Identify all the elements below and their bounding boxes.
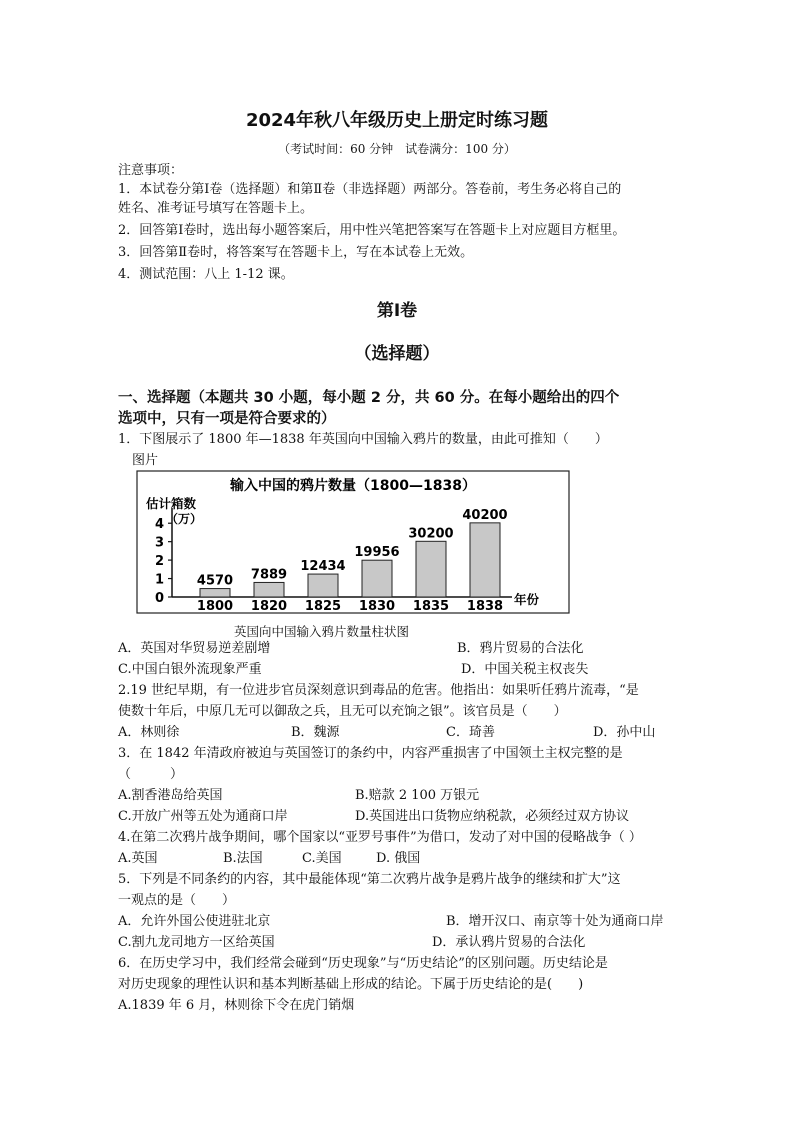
q2-option-c: C．琦善	[446, 725, 495, 740]
q3-stem-cont: （ ）	[118, 767, 184, 782]
exam-title: 2024年秋八年级历史上册定时练习题	[245, 110, 549, 131]
q3-option-c: C.开放广州等五处为通商口岸	[118, 809, 288, 824]
q5-stem-cont: 一观点的是（ ）	[118, 893, 236, 908]
chart-category-label: 1835	[412, 599, 450, 614]
chart-bar	[416, 541, 446, 597]
q5-option-a: A．允许外国公使进驻北京	[118, 914, 271, 929]
note-item: 2．回答第Ⅰ卷时，选出每小题答案后，用中性兴笔把答案写在答题卡上对应题目方框里。	[118, 223, 626, 238]
chart-value-label: 4570	[196, 573, 234, 589]
note-item: 4．测试范围：八上 1-12 课。	[118, 267, 294, 282]
q2-stem-cont: 使数十年后，中原几无可以御敌之兵，且无可以充饷之银”。该官员是（ ）	[118, 704, 567, 719]
q1-option-d: D．中国关税主权丧失	[461, 662, 589, 677]
chart-xlabel: 年份	[514, 592, 540, 607]
chart-bar	[362, 560, 392, 597]
q3-option-a: A.割香港岛给英国	[118, 788, 223, 803]
q3-option-d: D.英国进出口货物应纳税款，必须经过双方协议	[355, 809, 630, 824]
q5-option-c: C.割九龙司地方一区给英国	[118, 935, 275, 950]
chart-category-label: 1838	[466, 599, 504, 614]
volume-title: 第Ⅰ卷	[376, 301, 418, 321]
notes-heading: 注意事项：	[118, 163, 184, 178]
chart-value-label: 30200	[408, 526, 454, 542]
chart-category-label: 1820	[250, 599, 288, 614]
chart-ylabel-unit: （万）	[166, 512, 203, 526]
section-heading: 一、选择题（本题共 30 小题，每小题 2 分，共 60 分。在每小题给出的四个	[118, 390, 620, 406]
q5-option-b: B．增开汉口、南京等十处为通商口岸	[446, 914, 664, 929]
q1-caption: 英国向中国输入鸦片数量柱状图	[234, 624, 410, 639]
chart-value-label: 7889	[250, 567, 288, 583]
section-heading-cont: 选项中，只有一项是符合要求的）	[118, 411, 336, 427]
chart-value-label: 40200	[462, 507, 508, 523]
chart-category-label: 1830	[358, 599, 396, 614]
q2-option-a: A．林则徐	[118, 725, 180, 740]
q4-stem: 4.在第二次鸦片战争期间，哪个国家以“亚罗号事件”为借口，发动了对中国的侵略战争（ ）	[118, 830, 642, 845]
q1-option-c: C.中国白银外流现象严重	[118, 662, 262, 677]
chart-category-label: 1800	[196, 599, 234, 614]
q6-option-a: A.1839 年 6 月，林则徐下令在虎门销烟	[118, 998, 355, 1013]
exam-subtitle: （考试时间：60 分钟 试卷满分：100 分）	[278, 142, 516, 156]
chart-bar	[200, 589, 230, 597]
q6-stem: 6．在历史学习中，我们经常会碰到“历史现象”与“历史结论”的区别问题。历史结论是	[118, 956, 608, 971]
q6-stem-cont: 对历史现象的理性认识和基本判断基础上形成的结论。下属于历史结论的是( )	[118, 977, 584, 992]
chart-value-label: 19956	[354, 545, 400, 561]
q4-option-c: C.美国	[302, 851, 342, 866]
q3-option-b: B.赔款 2 100 万银元	[355, 788, 480, 803]
note-item: 姓名、准考证号填写在答题卡上。	[118, 201, 314, 216]
q5-option-d: D．承认鸦片贸易的合法化	[432, 935, 586, 950]
chart-y-tick-label: 1	[154, 572, 164, 588]
chart-value-label: 12434	[300, 559, 346, 575]
chart-ylabel: 估计箱数	[146, 496, 197, 511]
q1-stem: 1．下图展示了 1800 年—1838 年英国向中国输入鸦片的数量，由此可推知（ ）	[118, 432, 608, 447]
q1-option-b: B．鸦片贸易的合法化	[457, 641, 584, 656]
q2-option-b: B．魏源	[291, 725, 340, 740]
q1-image-label: 图片	[132, 453, 159, 468]
q4-option-a: A.英国	[118, 851, 158, 866]
chart-bar	[254, 582, 284, 597]
chart-bar	[470, 523, 500, 597]
volume-type: （选择题）	[354, 344, 440, 364]
q1-option-a: A．英国对华贸易逆差剧增	[118, 641, 271, 656]
chart-title: 输入中国的鸦片数量（1800—1838）	[230, 478, 476, 494]
note-item: 3．回答第Ⅱ卷时，将答案写在答题卡上，写在本试卷上无效。	[118, 245, 474, 260]
chart-bar	[308, 574, 338, 597]
chart-y-tick-label: 0	[154, 591, 164, 606]
q3-stem: 3．在 1842 年清政府被迫与英国签订的条约中，内容严重损害了中国领土主权完整的是	[118, 746, 623, 761]
q5-stem: 5．下列是不同条约的内容，其中最能体现“第二次鸦片战争是鸦片战争的继续和扩大”这	[118, 872, 621, 887]
chart-y-tick-label: 3	[154, 535, 164, 551]
opium-bar-chart	[136, 470, 570, 614]
chart-category-label: 1825	[304, 599, 342, 614]
note-item: 1．本试卷分第Ⅰ卷（选择题）和第Ⅱ卷（非选择题）两部分。答卷前，考生务必将自己的	[118, 182, 622, 197]
chart-y-tick-label: 4	[154, 517, 164, 533]
q2-stem: 2.19 世纪早期，有一位进步官员深刻意识到毒品的危害。他指出：如果听任鸦片流毒，“是	[118, 683, 639, 698]
q2-option-d: D．孙中山	[593, 725, 656, 740]
q4-option-d: D. 俄国	[376, 851, 421, 866]
chart-y-tick-label: 2	[154, 554, 164, 570]
q4-option-b: B.法国	[223, 851, 263, 866]
